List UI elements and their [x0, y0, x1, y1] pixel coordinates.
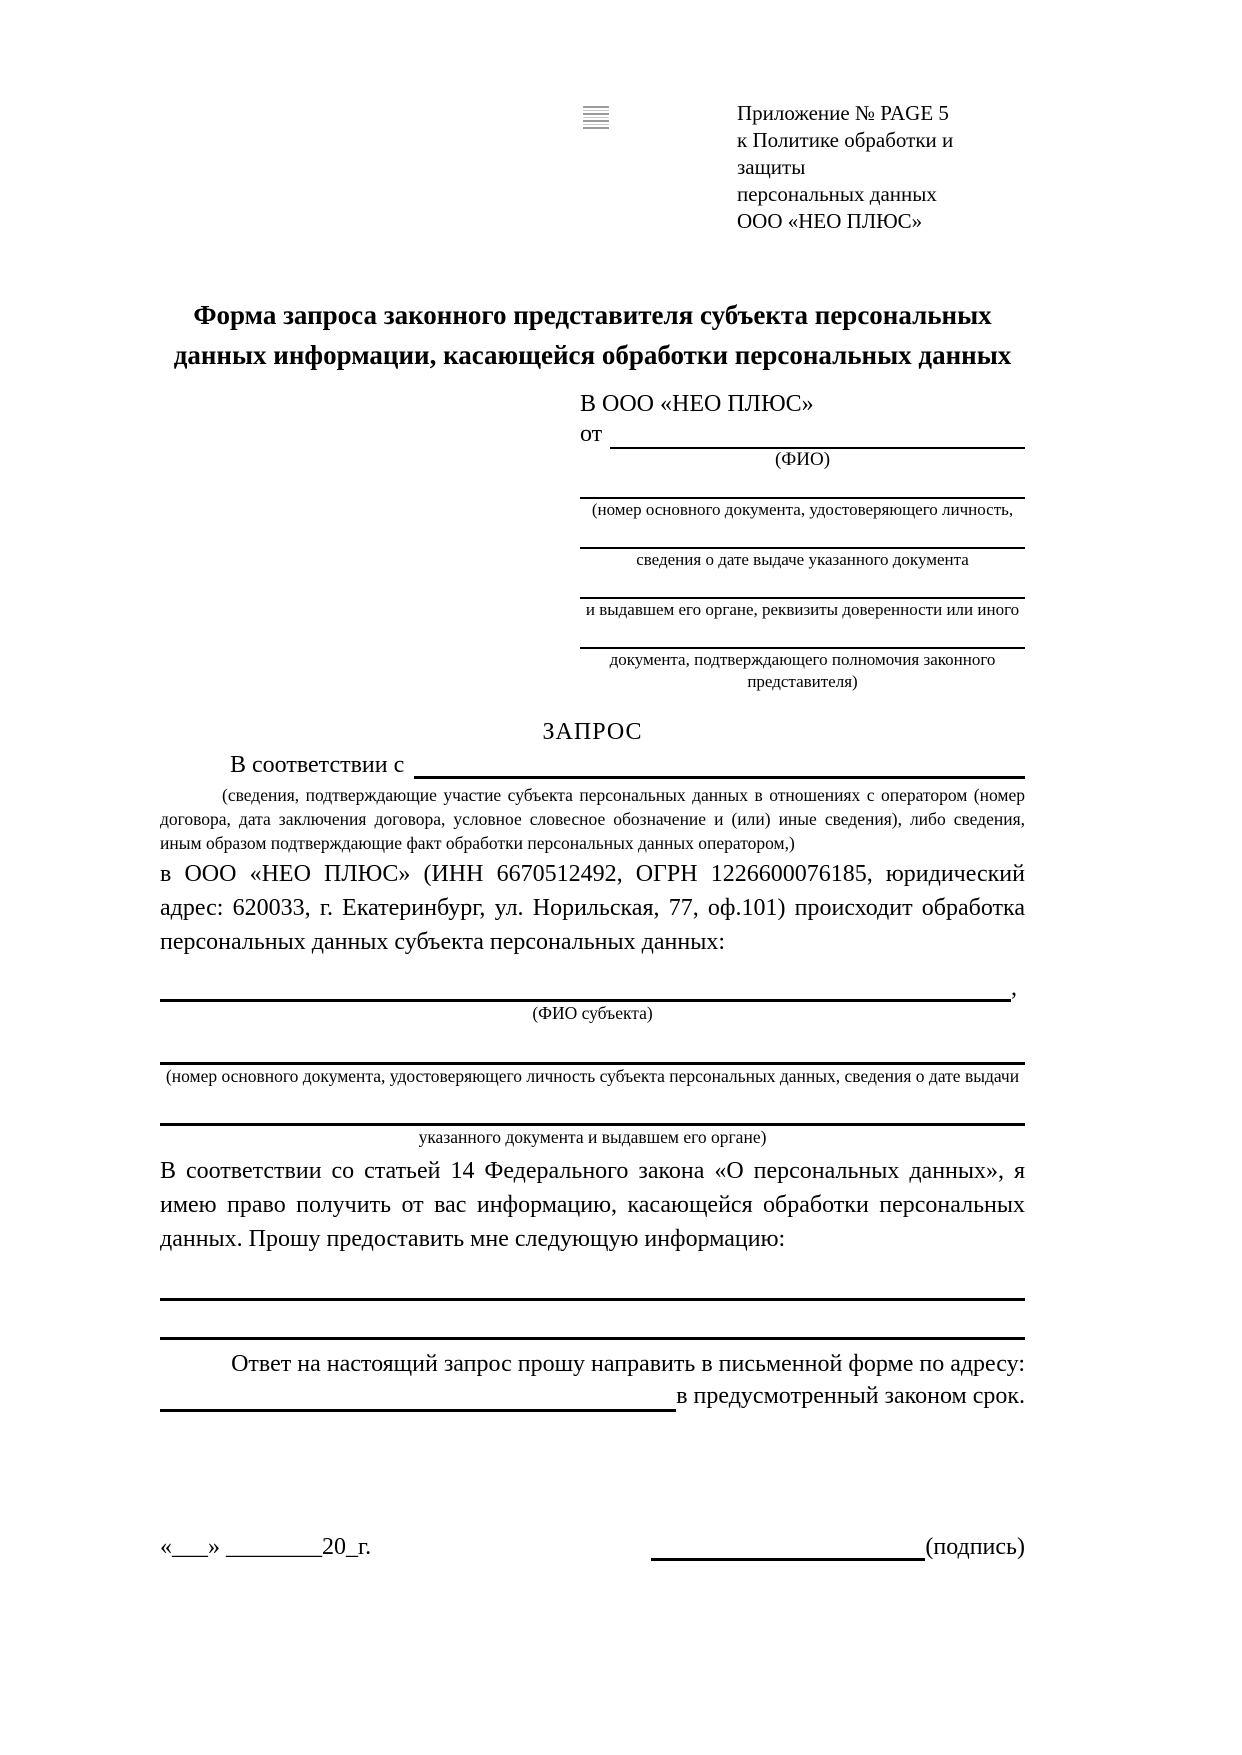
doc-number-blank-line [580, 473, 1025, 499]
fio-caption: (ФИО) [774, 449, 831, 470]
subject-fio-caption: (ФИО субъекта) [532, 1003, 653, 1023]
doc-number-caption: (номер основного документа, удостоверяющего личность, [591, 500, 1014, 519]
info-blank-line-2 [160, 1301, 1025, 1340]
law-paragraph: В соответствии со статьей 14 Федерального закона «О персональных данных», я имею право получить от вас информацию, касающейся обработки персональных данных. Прошу предоставить мне следующую информацию: [160, 1158, 1025, 1252]
doc-powers-caption: документа, подтверждающего полномочия законного представителя) [609, 650, 996, 691]
addressee-block [580, 389, 1025, 693]
trailing-comma: , [1011, 975, 1017, 1001]
doc-authority-blank-line [580, 573, 1025, 599]
doc-issue-date-caption: сведения о дате выдаче указанного документа [636, 550, 969, 569]
operator-paragraph: в ООО «НЕО ПЛЮС» (ИНН 6670512492, ОГРН 1226600076185, юридический адрес: 620033, г. Екатеринбург, ул. Норильская, 77, оф.101) происходит обработка персональных данных субъекта персональных данных: [160, 861, 1025, 955]
doc-issue-date-blank-line [580, 523, 1025, 549]
appendix-line: персональных данных [737, 182, 937, 206]
info-blank-line-1 [160, 1272, 1025, 1301]
subject-fio-blank-line [160, 973, 1011, 1002]
signature-row [160, 1532, 1025, 1561]
appendix-line: к Политике обработки и защиты [737, 128, 954, 179]
signature-caption: (подпись) [925, 1534, 1025, 1560]
subject-doc-caption-1: (номер основного документа, удостоверяющего личность субъекта персональных данных, сведения о дате выдачи [165, 1066, 1020, 1086]
signature-blank-line [651, 1532, 925, 1561]
addressee-to: В ООО «НЕО ПЛЮС» [580, 391, 814, 417]
subject-doc-blank-line-2 [160, 1099, 1025, 1126]
doc-authority-caption: и выдавшем его органе, реквизиты доверенности или иного [585, 600, 1020, 619]
appendix-line: ООО «НЕО ПЛЮС» [737, 209, 923, 233]
date-line: «___» ________20_г. [160, 1534, 372, 1560]
form-title: Форма запроса законного представителя субъекта персональных данных информации, касающейся обработки персональных данных [173, 300, 1012, 370]
subject-fio-line [160, 973, 1025, 1002]
answer-address-row [160, 1380, 1025, 1412]
subject-doc-caption-2: указанного документа и выдавшем его органе) [418, 1127, 767, 1147]
from-label: от [580, 421, 603, 447]
appendix-block [737, 100, 1025, 235]
appendix-line: Приложение № PAGE 5 [737, 101, 949, 125]
accordance-line [160, 750, 1025, 779]
accordance-footnote: (сведения, подтверждающие участие субъекта персональных данных в отношениях с оператором (номер договора, дата заключения договора, условное словесное обозначение и (или) иные сведения), либо сведения, иным образом подтверждающие факт обработки персональных данных оператором,) [160, 785, 1025, 853]
answer-line: Ответ на настоящий запрос прошу направить в письменной форме по адресу: [231, 1351, 1025, 1377]
answer-address-blank-line [160, 1383, 676, 1412]
subject-doc-blank-line [160, 1038, 1025, 1065]
fio-blank-line [610, 421, 1025, 449]
answer-tail: в предусмотренный законом срок. [676, 1383, 1025, 1409]
request-heading: ЗАПРОС [542, 719, 643, 745]
addressee-from-line [580, 419, 1025, 449]
document-lines-icon [583, 106, 609, 130]
accordance-blank-line [414, 750, 1025, 779]
doc-powers-blank-line [580, 623, 1025, 649]
accordance-label: В соответствии с [230, 752, 405, 778]
